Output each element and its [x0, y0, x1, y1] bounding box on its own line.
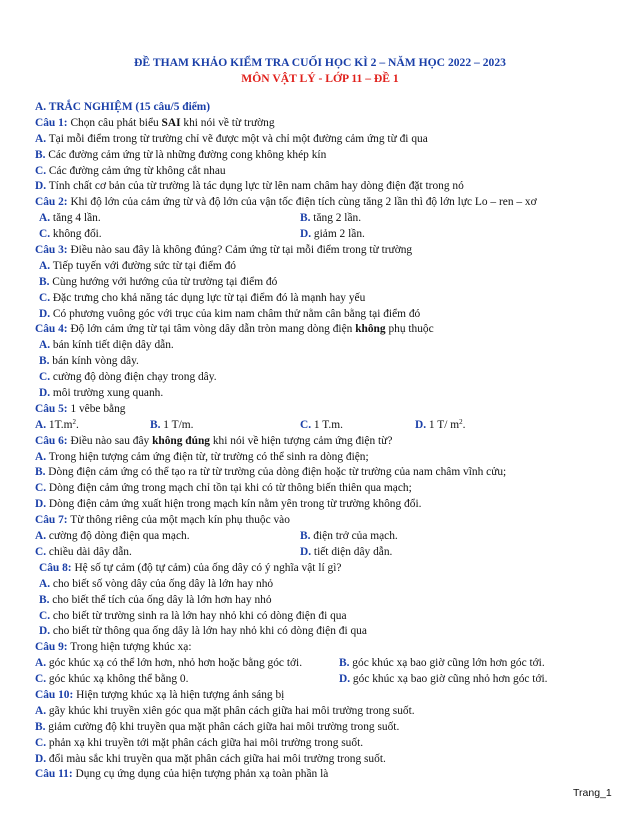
option-a	[35, 132, 620, 148]
option-text: .	[462, 418, 466, 431]
question-text: Dụng cụ ứng dụng của hiện tượng phản xạ toàn phần là	[72, 768, 329, 781]
option-text: giảm 2 lần.	[311, 228, 365, 241]
option-letter: B.	[300, 530, 311, 543]
option-row	[35, 418, 620, 434]
question-text: Chọn câu phát biểu	[67, 116, 162, 129]
option-letter: A.	[35, 418, 47, 431]
question-text: Hệ số tự cảm (độ tự cảm) của ống dây có ý nghĩa vật lí gì?	[71, 561, 342, 574]
option-text: đổi màu sắc khi truyền qua mặt phân cách giữa hai môi trường trong suốt.	[46, 752, 386, 765]
question-8	[35, 561, 620, 577]
option-letter: A.	[39, 259, 51, 272]
option-text: bán kính tiết diện dây dẫn.	[50, 339, 174, 352]
option-row	[35, 656, 620, 672]
option-b	[35, 465, 620, 481]
option-text: bán kính vòng dây.	[49, 355, 139, 368]
option-c	[35, 609, 620, 625]
option-text: không đổi.	[50, 228, 102, 241]
option-letter: D.	[39, 387, 51, 400]
question-emphasis: không đúng	[152, 434, 211, 447]
option-letter: A.	[39, 212, 51, 225]
question-text: Khi độ lớn của cảm ứng từ và độ lớn của vận tốc điện tích cùng tăng 2 lần thì độ lớn lực Lo – ren – xơ	[67, 196, 537, 209]
option-letter: A.	[35, 704, 47, 717]
option-row	[35, 211, 620, 227]
option-text: giảm cường độ khi truyền qua mặt phân cách giữa hai môi trường trong suốt.	[45, 720, 400, 733]
question-label: Câu 7:	[35, 514, 68, 527]
page-title: ĐỀ THAM KHẢO KIỂM TRA CUỐI HỌC KÌ 2 – NĂM HỌC 2022 – 2023	[134, 56, 506, 69]
option-letter: C.	[35, 545, 47, 558]
option-a	[35, 259, 620, 275]
option-letter: C.	[35, 482, 47, 495]
question-label: Câu 5:	[35, 402, 68, 415]
option-letter: D.	[300, 228, 312, 241]
option-text: cho biết số vòng dây của ống dây là lớn hay nhỏ	[50, 577, 274, 590]
option-row	[35, 227, 620, 243]
option-c	[300, 418, 343, 434]
option-text: cường độ dòng điện qua mạch.	[46, 530, 190, 543]
option-text: góc khúc xạ bao giờ cũng nhỏ hơn góc tới.	[350, 673, 548, 686]
option-letter: A.	[35, 450, 47, 463]
option-superscript: 2	[72, 417, 76, 426]
option-d	[35, 497, 620, 513]
option-letter: B.	[39, 355, 50, 368]
option-text: Trong hiện tượng cảm ứng điện từ, từ trường có thể sinh ra dòng điện;	[46, 450, 369, 463]
option-letter: D.	[39, 307, 51, 320]
option-letter: B.	[35, 720, 46, 733]
question-2	[35, 195, 620, 211]
option-text: góc khúc xạ có thể lớn hơn, nhỏ hơn hoặc bằng góc tới.	[46, 657, 303, 670]
question-label: Câu 10:	[35, 688, 74, 701]
option-letter: A.	[35, 530, 47, 543]
option-letter: C.	[35, 164, 47, 177]
option-letter: C.	[39, 228, 51, 241]
question-text: Điều nào sau đây	[67, 434, 153, 447]
option-letter: C.	[39, 609, 51, 622]
question-text: 1 vêbe bằng	[67, 402, 126, 415]
question-label: Câu 3:	[35, 244, 68, 257]
option-c	[35, 673, 188, 685]
option-d	[35, 752, 620, 768]
option-a	[35, 419, 79, 431]
option-row	[35, 529, 620, 545]
question-7	[35, 513, 620, 529]
question-6	[35, 434, 620, 450]
question-label: Câu 4:	[35, 323, 68, 336]
option-b	[35, 275, 620, 291]
option-c	[35, 370, 620, 386]
question-text: Trong hiện tượng khúc xạ:	[67, 641, 192, 654]
option-c	[35, 546, 132, 558]
option-letter: A.	[39, 577, 51, 590]
question-text: khi nói về từ trường	[180, 116, 275, 129]
option-letter: D.	[35, 752, 47, 765]
question-label: Câu 9:	[35, 641, 68, 654]
option-d	[35, 179, 620, 195]
option-d	[300, 545, 392, 561]
option-text: điện trở của mạch.	[310, 530, 398, 543]
option-text: Tính chất cơ bản của từ trường là tác dụng lực từ lên nam châm hay dòng điện đặt trong nó	[46, 180, 464, 193]
option-text: Tiếp tuyến với đường sức từ tại điểm đó	[50, 259, 236, 272]
option-letter: B.	[39, 275, 50, 288]
question-10	[35, 688, 620, 704]
option-text: tăng 4 lần.	[50, 212, 101, 225]
option-letter: B.	[300, 212, 311, 225]
option-letter: C.	[35, 673, 47, 686]
option-c	[35, 164, 620, 180]
option-b	[35, 148, 620, 164]
question-text: khi nói về hiện tượng cảm ứng điện từ?	[210, 434, 393, 447]
question-label: Câu 8:	[39, 561, 72, 574]
option-a	[39, 212, 101, 224]
option-text: Dòng điện cảm ứng có thể tạo ra từ từ trường của dòng điện hoặc từ trường của nam châm vĩnh cửu;	[45, 466, 507, 479]
question-text: Độ lớn cảm ứng từ tại tâm vòng dây dẫn tròn mang dòng điện	[67, 323, 356, 336]
question-1	[35, 116, 620, 132]
option-letter: D.	[300, 545, 312, 558]
question-label: Câu 11:	[35, 768, 73, 781]
option-row	[35, 545, 620, 561]
option-letter: D.	[39, 625, 51, 638]
option-letter: D.	[415, 418, 427, 431]
question-3	[35, 243, 620, 259]
option-a	[35, 450, 620, 466]
option-letter: A.	[39, 339, 51, 352]
option-text: 1 T/m.	[160, 418, 194, 431]
option-text: 1T.m	[46, 418, 73, 431]
option-c	[35, 291, 620, 307]
option-text: chiều dài dây dẫn.	[46, 545, 132, 558]
question-emphasis: SAI	[161, 116, 181, 129]
option-text: gãy khúc khi truyền xiên góc qua mặt phân cách giữa hai môi trường trong suốt.	[46, 704, 415, 717]
option-a	[35, 704, 620, 720]
page-number: Trang_1	[573, 787, 612, 799]
option-text: Có phương vuông góc với trục của kim nam châm thử nằm cân bằng tại điểm đó	[50, 307, 421, 320]
option-letter: D.	[339, 673, 351, 686]
option-text: 1 T.m.	[311, 418, 343, 431]
option-d	[300, 227, 365, 243]
option-letter: D.	[35, 180, 47, 193]
option-d	[35, 624, 620, 640]
option-d	[415, 418, 465, 434]
option-text: tăng 2 lần.	[310, 212, 362, 225]
question-label: Câu 2:	[35, 196, 68, 209]
question-label: Câu 1:	[35, 116, 68, 129]
option-letter: C.	[39, 291, 51, 304]
option-text: cường độ dòng điện chạy trong dây.	[50, 371, 217, 384]
option-b	[150, 418, 193, 434]
page-subtitle: MÔN VẬT LÝ - LỚP 11 – ĐỀ 1	[241, 72, 399, 85]
option-b	[35, 593, 620, 609]
option-row	[35, 672, 620, 688]
option-d	[35, 307, 620, 323]
option-text: .	[75, 418, 79, 431]
option-text: 1 T/ m	[426, 418, 460, 431]
question-4	[35, 322, 620, 338]
option-superscript: 2	[459, 417, 463, 426]
option-letter: B.	[339, 657, 350, 670]
option-letter: D.	[35, 498, 47, 511]
option-a	[35, 577, 620, 593]
option-a	[35, 338, 620, 354]
question-11	[35, 767, 620, 783]
option-b	[35, 720, 620, 736]
option-text: cho biết từ thông qua ống dây là lớn hay nhỏ khi có dòng điện đi qua	[50, 625, 367, 638]
option-a	[35, 657, 302, 669]
option-letter: B.	[150, 418, 161, 431]
option-text: phản xạ khi truyền tới mặt phân cách giữa hai môi trường trong suốt.	[46, 736, 364, 749]
question-text: Hiện tượng khúc xạ là hiện tượng ánh sáng bị	[73, 688, 285, 701]
option-text: cho biết từ trường sinh ra là lớn hay nhỏ khi có dòng điện đi qua	[50, 609, 347, 622]
exam-content	[35, 100, 620, 783]
question-emphasis: không	[355, 323, 386, 336]
option-d	[35, 386, 620, 402]
option-letter: C.	[300, 418, 312, 431]
option-text: Dòng điện cảm ứng trong mạch chỉ tồn tại khi có từ thông biến thiên qua mạch;	[46, 482, 412, 495]
option-text: Đặc trưng cho khả năng tác dụng lực từ tại điểm đó là mạnh hay yếu	[50, 291, 366, 304]
option-text: Các đường cảm ứng từ là những đường cong không khép kín	[45, 148, 327, 161]
option-letter: A.	[35, 132, 47, 145]
option-text: môi trường xung quanh.	[50, 387, 164, 400]
option-letter: A.	[35, 657, 47, 670]
option-b	[300, 529, 398, 545]
option-text: Dòng điện cảm ứng xuất hiện trong mạch kín nằm yên trong từ trường không đổi.	[46, 498, 422, 511]
option-letter: B.	[35, 148, 46, 161]
option-letter: B.	[39, 593, 50, 606]
option-b	[300, 211, 361, 227]
option-text: Các đường cảm ứng từ không cắt nhau	[46, 164, 226, 177]
option-text: góc khúc xạ bao giờ cũng lớn hơn góc tới.	[349, 657, 545, 670]
option-a	[35, 530, 190, 542]
option-text: Tại mỗi điểm trong từ trường chỉ vẽ được một và chỉ một đường cảm ứng từ đi qua	[46, 132, 428, 145]
option-letter: C.	[39, 371, 51, 384]
option-b	[339, 656, 545, 672]
question-label: Câu 6:	[35, 434, 68, 447]
question-9	[35, 640, 620, 656]
option-text: góc khúc xạ không thể bằng 0.	[46, 673, 189, 686]
option-c	[35, 481, 620, 497]
option-c	[35, 736, 620, 752]
option-letter: B.	[35, 466, 46, 479]
question-5	[35, 402, 620, 418]
option-text: cho biết thể tích của ống dây là lớn hơn hay nhỏ	[49, 593, 272, 606]
option-c	[39, 228, 102, 240]
option-letter: C.	[35, 736, 47, 749]
question-text: phụ thuộc	[385, 323, 434, 336]
option-d	[339, 672, 548, 688]
option-text: tiết diện dây dẫn.	[311, 545, 393, 558]
question-text: Điều nào sau đây là không đúng? Cảm ứng từ tại mỗi điểm trong từ trường	[67, 244, 413, 257]
question-text: Từ thông riêng của một mạch kín phụ thuộc vào	[67, 514, 290, 527]
option-text: Cùng hướng với hướng của từ trường tại điểm đó	[49, 275, 278, 288]
section-heading: A. TRẮC NGHIỆM (15 câu/5 điểm)	[35, 101, 211, 113]
option-b	[35, 354, 620, 370]
